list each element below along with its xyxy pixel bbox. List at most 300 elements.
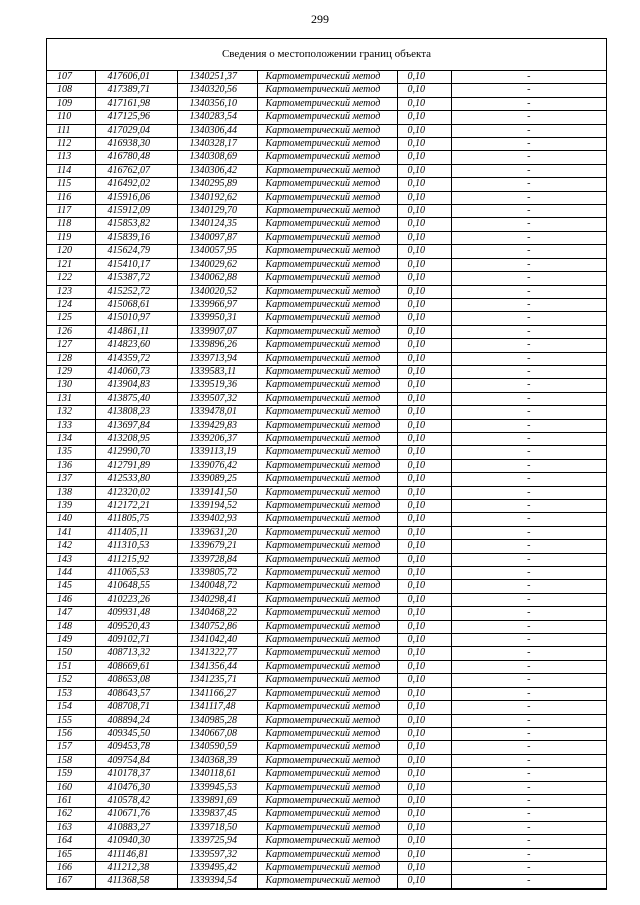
point-number-cell: 163	[47, 821, 95, 834]
x-coordinate-cell: 415068,61	[95, 298, 177, 311]
table-row	[47, 111, 606, 124]
table-row	[47, 138, 606, 151]
point-number-cell: 148	[47, 620, 95, 633]
note-cell: -	[451, 432, 606, 445]
y-coordinate-cell: 1340129,70	[177, 205, 257, 218]
error-cell: 0,10	[397, 272, 451, 285]
method-cell: Картометрический метод	[257, 285, 397, 298]
error-cell: 0,10	[397, 620, 451, 633]
error-cell: 0,10	[397, 875, 451, 888]
method-cell: Картометрический метод	[257, 741, 397, 754]
method-cell: Картометрический метод	[257, 660, 397, 673]
error-cell: 0,10	[397, 607, 451, 620]
table-row	[47, 714, 606, 727]
table-row	[47, 71, 606, 84]
error-cell: 0,10	[397, 848, 451, 861]
error-cell: 0,10	[397, 352, 451, 365]
x-coordinate-cell: 416762,07	[95, 164, 177, 177]
y-coordinate-cell: 1340306,44	[177, 124, 257, 137]
table-row	[47, 205, 606, 218]
boundary-table-frame	[46, 38, 607, 890]
note-cell: -	[451, 406, 606, 419]
error-cell: 0,10	[397, 164, 451, 177]
y-coordinate-cell: 1339679,21	[177, 540, 257, 553]
error-cell: 0,10	[397, 111, 451, 124]
table-row	[47, 687, 606, 700]
method-cell: Картометрический метод	[257, 419, 397, 432]
boundary-coordinates-table	[47, 71, 606, 889]
error-cell: 0,10	[397, 419, 451, 432]
x-coordinate-cell: 417125,96	[95, 111, 177, 124]
method-cell: Картометрический метод	[257, 768, 397, 781]
table-row	[47, 486, 606, 499]
point-number-cell: 124	[47, 298, 95, 311]
point-number-cell: 151	[47, 660, 95, 673]
y-coordinate-cell: 1341356,44	[177, 660, 257, 673]
table-row	[47, 835, 606, 848]
note-cell: -	[451, 298, 606, 311]
x-coordinate-cell: 417389,71	[95, 84, 177, 97]
y-coordinate-cell: 1340057,95	[177, 245, 257, 258]
table-row	[47, 553, 606, 566]
note-cell: -	[451, 71, 606, 84]
method-cell: Картометрический метод	[257, 553, 397, 566]
method-cell: Картометрический метод	[257, 339, 397, 352]
error-cell: 0,10	[397, 365, 451, 378]
note-cell: -	[451, 835, 606, 848]
x-coordinate-cell: 409102,71	[95, 634, 177, 647]
point-number-cell: 134	[47, 432, 95, 445]
y-coordinate-cell: 1339141,50	[177, 486, 257, 499]
point-number-cell: 120	[47, 245, 95, 258]
x-coordinate-cell: 411405,11	[95, 526, 177, 539]
method-cell: Картометрический метод	[257, 486, 397, 499]
method-cell: Картометрический метод	[257, 164, 397, 177]
method-cell: Картометрический метод	[257, 835, 397, 848]
note-cell: -	[451, 875, 606, 888]
y-coordinate-cell: 1339206,37	[177, 432, 257, 445]
error-cell: 0,10	[397, 379, 451, 392]
point-number-cell: 150	[47, 647, 95, 660]
note-cell: -	[451, 339, 606, 352]
note-cell: -	[451, 312, 606, 325]
note-cell: -	[451, 97, 606, 110]
error-cell: 0,10	[397, 513, 451, 526]
table-row	[47, 567, 606, 580]
method-cell: Картометрический метод	[257, 754, 397, 767]
table-row	[47, 768, 606, 781]
method-cell: Картометрический метод	[257, 365, 397, 378]
table-title: Сведения о местоположении границ объекта	[47, 39, 606, 71]
page-number: 299	[311, 12, 329, 26]
x-coordinate-cell: 411368,58	[95, 875, 177, 888]
table-row	[47, 513, 606, 526]
error-cell: 0,10	[397, 540, 451, 553]
error-cell: 0,10	[397, 754, 451, 767]
x-coordinate-cell: 411805,75	[95, 513, 177, 526]
table-row	[47, 231, 606, 244]
error-cell: 0,10	[397, 500, 451, 513]
x-coordinate-cell: 408669,61	[95, 660, 177, 673]
table-row	[47, 808, 606, 821]
y-coordinate-cell: 1340020,52	[177, 285, 257, 298]
x-coordinate-cell: 410883,27	[95, 821, 177, 834]
x-coordinate-cell: 411146,81	[95, 848, 177, 861]
note-cell: -	[451, 567, 606, 580]
table-row	[47, 674, 606, 687]
error-cell: 0,10	[397, 392, 451, 405]
point-number-cell: 107	[47, 71, 95, 84]
point-number-cell: 132	[47, 406, 95, 419]
point-number-cell: 158	[47, 754, 95, 767]
error-cell: 0,10	[397, 312, 451, 325]
y-coordinate-cell: 1341235,71	[177, 674, 257, 687]
x-coordinate-cell: 415010,97	[95, 312, 177, 325]
x-coordinate-cell: 415387,72	[95, 272, 177, 285]
note-cell: -	[451, 500, 606, 513]
table-row	[47, 647, 606, 660]
method-cell: Картометрический метод	[257, 473, 397, 486]
table-row	[47, 285, 606, 298]
note-cell: -	[451, 674, 606, 687]
method-cell: Картометрический метод	[257, 352, 397, 365]
point-number-cell: 116	[47, 191, 95, 204]
note-cell: -	[451, 607, 606, 620]
x-coordinate-cell: 410476,30	[95, 781, 177, 794]
note-cell: -	[451, 258, 606, 271]
y-coordinate-cell: 1340320,56	[177, 84, 257, 97]
x-coordinate-cell: 408653,08	[95, 674, 177, 687]
y-coordinate-cell: 1339478,01	[177, 406, 257, 419]
y-coordinate-cell: 1339089,25	[177, 473, 257, 486]
x-coordinate-cell: 415912,09	[95, 205, 177, 218]
y-coordinate-cell: 1339519,36	[177, 379, 257, 392]
method-cell: Картометрический метод	[257, 580, 397, 593]
point-number-cell: 131	[47, 392, 95, 405]
y-coordinate-cell: 1340118,61	[177, 768, 257, 781]
x-coordinate-cell: 413875,40	[95, 392, 177, 405]
method-cell: Картометрический метод	[257, 124, 397, 137]
note-cell: -	[451, 794, 606, 807]
point-number-cell: 162	[47, 808, 95, 821]
error-cell: 0,10	[397, 191, 451, 204]
point-number-cell: 127	[47, 339, 95, 352]
method-cell: Картометрический метод	[257, 861, 397, 874]
error-cell: 0,10	[397, 526, 451, 539]
method-cell: Картометрический метод	[257, 191, 397, 204]
error-cell: 0,10	[397, 634, 451, 647]
error-cell: 0,10	[397, 459, 451, 472]
x-coordinate-cell: 410940,30	[95, 835, 177, 848]
y-coordinate-cell: 1340356,10	[177, 97, 257, 110]
y-coordinate-cell: 1339728,84	[177, 553, 257, 566]
table-row	[47, 794, 606, 807]
method-cell: Картометрический метод	[257, 379, 397, 392]
table-row	[47, 312, 606, 325]
table-row	[47, 379, 606, 392]
table-body	[47, 71, 606, 888]
point-number-cell: 152	[47, 674, 95, 687]
error-cell: 0,10	[397, 151, 451, 164]
note-cell: -	[451, 459, 606, 472]
method-cell: Картометрический метод	[257, 781, 397, 794]
method-cell: Картометрический метод	[257, 459, 397, 472]
method-cell: Картометрический метод	[257, 620, 397, 633]
y-coordinate-cell: 1341166,27	[177, 687, 257, 700]
error-cell: 0,10	[397, 714, 451, 727]
x-coordinate-cell: 410178,37	[95, 768, 177, 781]
x-coordinate-cell: 413208,95	[95, 432, 177, 445]
table-row	[47, 607, 606, 620]
table-row	[47, 245, 606, 258]
point-number-cell: 135	[47, 446, 95, 459]
note-cell: -	[451, 553, 606, 566]
point-number-cell: 156	[47, 727, 95, 740]
note-cell: -	[451, 285, 606, 298]
method-cell: Картометрический метод	[257, 794, 397, 807]
y-coordinate-cell: 1340029,62	[177, 258, 257, 271]
x-coordinate-cell: 414861,11	[95, 325, 177, 338]
y-coordinate-cell: 1339631,20	[177, 526, 257, 539]
note-cell: -	[451, 164, 606, 177]
y-coordinate-cell: 1340124,35	[177, 218, 257, 231]
note-cell: -	[451, 218, 606, 231]
x-coordinate-cell: 411310,53	[95, 540, 177, 553]
x-coordinate-cell: 409453,78	[95, 741, 177, 754]
x-coordinate-cell: 411215,92	[95, 553, 177, 566]
error-cell: 0,10	[397, 781, 451, 794]
table-row	[47, 861, 606, 874]
error-cell: 0,10	[397, 808, 451, 821]
y-coordinate-cell: 1339907,07	[177, 325, 257, 338]
y-coordinate-cell: 1340752,86	[177, 620, 257, 633]
y-coordinate-cell: 1339805,72	[177, 567, 257, 580]
table-row	[47, 540, 606, 553]
note-cell: -	[451, 111, 606, 124]
y-coordinate-cell: 1339394,54	[177, 875, 257, 888]
note-cell: -	[451, 540, 606, 553]
x-coordinate-cell: 416492,02	[95, 178, 177, 191]
point-number-cell: 114	[47, 164, 95, 177]
point-number-cell: 155	[47, 714, 95, 727]
method-cell: Картометрический метод	[257, 151, 397, 164]
x-coordinate-cell: 415853,82	[95, 218, 177, 231]
error-cell: 0,10	[397, 205, 451, 218]
point-number-cell: 108	[47, 84, 95, 97]
error-cell: 0,10	[397, 298, 451, 311]
note-cell: -	[451, 620, 606, 633]
error-cell: 0,10	[397, 660, 451, 673]
method-cell: Картометрический метод	[257, 272, 397, 285]
point-number-cell: 145	[47, 580, 95, 593]
note-cell: -	[451, 580, 606, 593]
x-coordinate-cell: 415252,72	[95, 285, 177, 298]
note-cell: -	[451, 419, 606, 432]
point-number-cell: 138	[47, 486, 95, 499]
y-coordinate-cell: 1339076,42	[177, 459, 257, 472]
method-cell: Картометрический метод	[257, 848, 397, 861]
method-cell: Картометрический метод	[257, 567, 397, 580]
table-row	[47, 727, 606, 740]
method-cell: Картометрический метод	[257, 647, 397, 660]
point-number-cell: 130	[47, 379, 95, 392]
point-number-cell: 118	[47, 218, 95, 231]
table-row	[47, 634, 606, 647]
table-row	[47, 821, 606, 834]
method-cell: Картометрический метод	[257, 312, 397, 325]
table-row	[47, 164, 606, 177]
method-cell: Картометрический метод	[257, 607, 397, 620]
y-coordinate-cell: 1340251,37	[177, 71, 257, 84]
point-number-cell: 153	[47, 687, 95, 700]
table-row	[47, 741, 606, 754]
point-number-cell: 113	[47, 151, 95, 164]
table-row	[47, 258, 606, 271]
error-cell: 0,10	[397, 138, 451, 151]
y-coordinate-cell: 1340590,59	[177, 741, 257, 754]
x-coordinate-cell: 417029,04	[95, 124, 177, 137]
table-row	[47, 660, 606, 673]
note-cell: -	[451, 178, 606, 191]
point-number-cell: 167	[47, 875, 95, 888]
method-cell: Картометрический метод	[257, 138, 397, 151]
y-coordinate-cell: 1340667,08	[177, 727, 257, 740]
y-coordinate-cell: 1339718,50	[177, 821, 257, 834]
y-coordinate-cell: 1339495,42	[177, 861, 257, 874]
note-cell: -	[451, 205, 606, 218]
x-coordinate-cell: 410648,55	[95, 580, 177, 593]
y-coordinate-cell: 1340308,69	[177, 151, 257, 164]
x-coordinate-cell: 408643,57	[95, 687, 177, 700]
note-cell: -	[451, 593, 606, 606]
point-number-cell: 161	[47, 794, 95, 807]
table-row	[47, 580, 606, 593]
error-cell: 0,10	[397, 687, 451, 700]
x-coordinate-cell: 412533,80	[95, 473, 177, 486]
point-number-cell: 159	[47, 768, 95, 781]
note-cell: -	[451, 151, 606, 164]
note-cell: -	[451, 138, 606, 151]
table-row	[47, 473, 606, 486]
point-number-cell: 121	[47, 258, 95, 271]
error-cell: 0,10	[397, 486, 451, 499]
error-cell: 0,10	[397, 446, 451, 459]
method-cell: Картометрический метод	[257, 875, 397, 888]
method-cell: Картометрический метод	[257, 727, 397, 740]
point-number-cell: 143	[47, 553, 95, 566]
error-cell: 0,10	[397, 325, 451, 338]
point-number-cell: 126	[47, 325, 95, 338]
y-coordinate-cell: 1339597,32	[177, 848, 257, 861]
x-coordinate-cell: 414823,60	[95, 339, 177, 352]
method-cell: Картометрический метод	[257, 84, 397, 97]
note-cell: -	[451, 848, 606, 861]
y-coordinate-cell: 1339113,19	[177, 446, 257, 459]
point-number-cell: 160	[47, 781, 95, 794]
point-number-cell: 117	[47, 205, 95, 218]
note-cell: -	[451, 245, 606, 258]
note-cell: -	[451, 379, 606, 392]
error-cell: 0,10	[397, 406, 451, 419]
error-cell: 0,10	[397, 727, 451, 740]
error-cell: 0,10	[397, 794, 451, 807]
x-coordinate-cell: 408894,24	[95, 714, 177, 727]
method-cell: Картометрический метод	[257, 298, 397, 311]
table-row	[47, 701, 606, 714]
error-cell: 0,10	[397, 473, 451, 486]
method-cell: Картометрический метод	[257, 258, 397, 271]
point-number-cell: 142	[47, 540, 95, 553]
x-coordinate-cell: 413697,84	[95, 419, 177, 432]
note-cell: -	[451, 781, 606, 794]
x-coordinate-cell: 416938,30	[95, 138, 177, 151]
x-coordinate-cell: 413808,23	[95, 406, 177, 419]
method-cell: Картометрический метод	[257, 231, 397, 244]
method-cell: Картометрический метод	[257, 821, 397, 834]
table-row	[47, 620, 606, 633]
error-cell: 0,10	[397, 741, 451, 754]
table-row	[47, 191, 606, 204]
error-cell: 0,10	[397, 647, 451, 660]
x-coordinate-cell: 415410,17	[95, 258, 177, 271]
method-cell: Картометрический метод	[257, 392, 397, 405]
method-cell: Картометрический метод	[257, 325, 397, 338]
note-cell: -	[451, 741, 606, 754]
table-row	[47, 781, 606, 794]
y-coordinate-cell: 1341117,48	[177, 701, 257, 714]
x-coordinate-cell: 414359,72	[95, 352, 177, 365]
y-coordinate-cell: 1340048,72	[177, 580, 257, 593]
method-cell: Картометрический метод	[257, 513, 397, 526]
note-cell: -	[451, 191, 606, 204]
table-row	[47, 754, 606, 767]
x-coordinate-cell: 415916,06	[95, 191, 177, 204]
point-number-cell: 147	[47, 607, 95, 620]
table-row	[47, 848, 606, 861]
y-coordinate-cell: 1340306,42	[177, 164, 257, 177]
y-coordinate-cell: 1339837,45	[177, 808, 257, 821]
error-cell: 0,10	[397, 835, 451, 848]
point-number-cell: 166	[47, 861, 95, 874]
x-coordinate-cell: 410671,76	[95, 808, 177, 821]
x-coordinate-cell: 413904,83	[95, 379, 177, 392]
note-cell: -	[451, 365, 606, 378]
error-cell: 0,10	[397, 218, 451, 231]
table-row	[47, 178, 606, 191]
point-number-cell: 115	[47, 178, 95, 191]
table-row	[47, 432, 606, 445]
y-coordinate-cell: 1340062,88	[177, 272, 257, 285]
point-number-cell: 133	[47, 419, 95, 432]
note-cell: -	[451, 808, 606, 821]
x-coordinate-cell: 412320,02	[95, 486, 177, 499]
y-coordinate-cell: 1339896,26	[177, 339, 257, 352]
point-number-cell: 110	[47, 111, 95, 124]
y-coordinate-cell: 1339713,94	[177, 352, 257, 365]
y-coordinate-cell: 1340283,54	[177, 111, 257, 124]
y-coordinate-cell: 1339966,97	[177, 298, 257, 311]
y-coordinate-cell: 1340192,62	[177, 191, 257, 204]
point-number-cell: 146	[47, 593, 95, 606]
point-number-cell: 128	[47, 352, 95, 365]
error-cell: 0,10	[397, 701, 451, 714]
x-coordinate-cell: 415624,79	[95, 245, 177, 258]
error-cell: 0,10	[397, 674, 451, 687]
error-cell: 0,10	[397, 97, 451, 110]
table-row	[47, 298, 606, 311]
note-cell: -	[451, 352, 606, 365]
method-cell: Картометрический метод	[257, 205, 397, 218]
